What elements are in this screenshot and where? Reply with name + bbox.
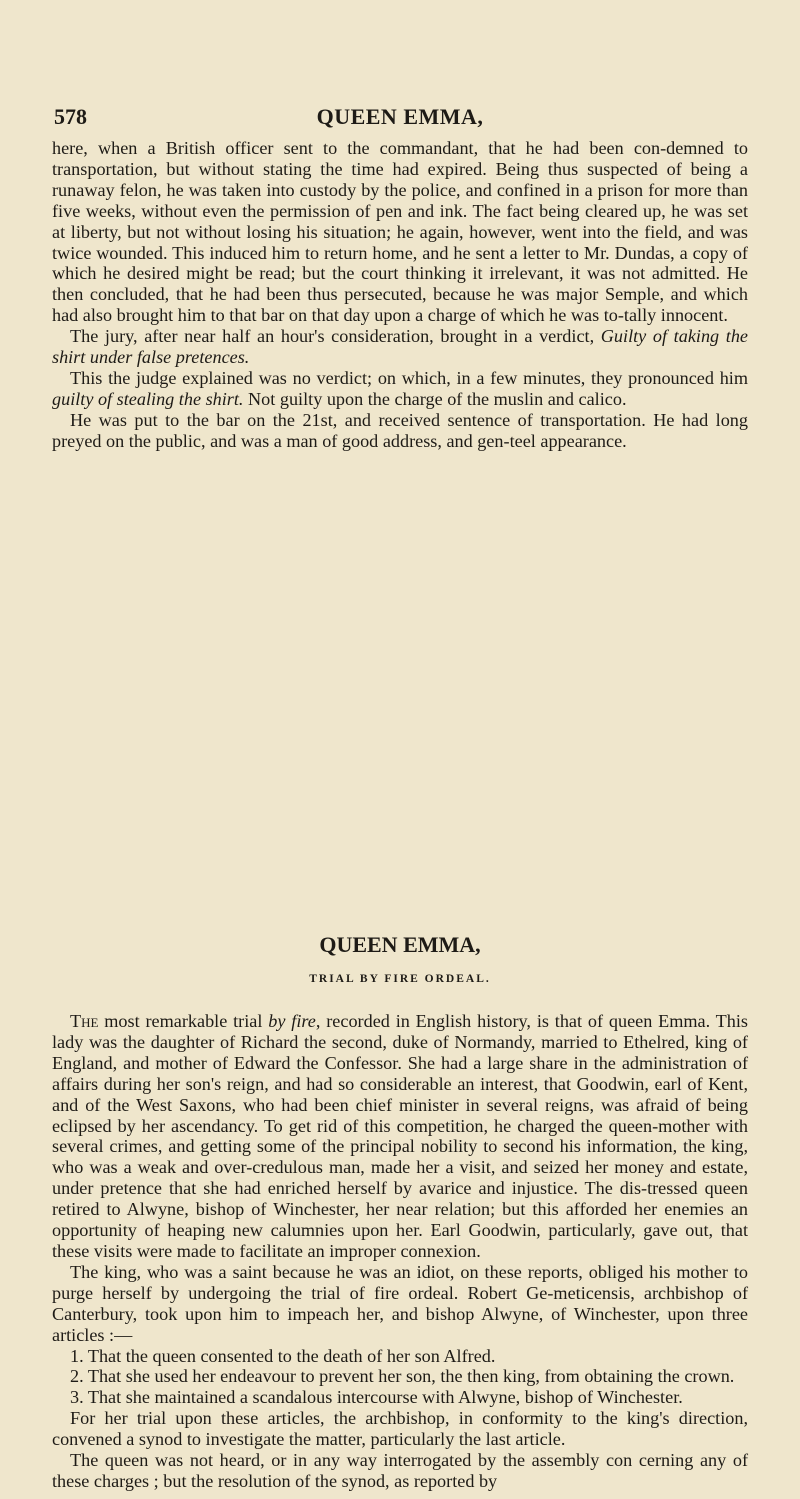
text-segment: , recorded in English history, is that of queen Emma. This lady was the daughter of Richard the second, duke of Normandy, married to Ethelred, king of England, and mother of Edward the Confessor. She had a large share in the administration of affairs during her son's reign, and had so considerable an interest, that Goodwin, earl of Kent, and of the West Saxons, who had been chief minister in several reigns, was afraid of being eclipsed by her ascendancy. To get rid of this competition, he charged the queen-mother with several crimes, and getting some of the principal nobility to second his information, the king, who was a weak and over-credulous man, made her a visit, and seized her money and estate, under pretence that she had enriched herself by avarice and injustice. The dis-tressed queen retired to Alwyne, bishop of Winchester, her near relation; but this afforded her enemies an opportunity of heaping new calumnies upon her. Earl Goodwin, particularly, gave out, that these visits were made to facilitate an improper connexion. [52, 1011, 749, 1261]
text-segment: Not guilty upon the charge of the muslin and calico. [243, 388, 627, 409]
paragraph [52, 326, 748, 368]
paragraph [52, 1450, 748, 1492]
paragraph [52, 138, 748, 326]
text-segment: The queen was not heard, or in any way interrogated by the assembly con cerning any of these charges ; but the resolution of the synod, as reported by [52, 1450, 748, 1491]
section-title: QUEEN EMMA, [319, 932, 481, 957]
text-segment: This the judge explained was no verdict; on which, in a few minutes, they pronounced him [70, 367, 748, 388]
article-item [52, 1366, 748, 1387]
verdict-italic: guilty of stealing the shirt. [52, 388, 244, 409]
paragraph [52, 1011, 748, 1262]
page-header [0, 104, 800, 134]
text-segment: The king, who was a saint because he was an idiot, on these reports, obliged his mother to purge herself by undergoing the trial of fire ordeal. Robert Ge-meticensis, archbishop of Canterbury, took upon him to impeach her, and bishop Alwyne, of Winchester, upon three articles :— [52, 1261, 748, 1345]
opening-word: The [70, 1011, 99, 1031]
text-segment: 3. That she maintained a scandalous intercourse with Alwyne, bishop of Winchester. [70, 1387, 683, 1408]
article-item [52, 1346, 748, 1367]
emphasis-italic: by fire [268, 1011, 316, 1031]
running-title: QUEEN EMMA, [316, 104, 484, 129]
paragraph [52, 1408, 748, 1450]
text-segment: For her trial upon these articles, the archbishop, in conformity to the king's direction, convened a synod to investigate the matter, particularly the last article. [52, 1408, 748, 1450]
article-item [52, 1387, 748, 1408]
text-segment: He was put to the bar on the 21st, and received sentence of transportation. He had long preyed on the public, and was a man of good address, and gen-teel appearance. [52, 409, 748, 451]
paragraph [52, 1262, 748, 1346]
paragraph [52, 410, 748, 452]
text-segment: here, when a British officer sent to the commandant, that he had been con-demned to transportation, but without stating the time had expired. Being thus suspected of being a runaway felon, he was taken into custody by the police, and confined in a prison for more than five weeks, without even the permission of pen and ink. The fact being cleared up, he was set at liberty, but not without losing his situation; he again, however, went into the field, and was twice wounded. This induced him to return home, and he sent a letter to Mr. Dundas, a copy of which he desired might be read; but the court thinking it irrelevant, it was not admitted. He then concluded, that he had been thus persecuted, because he was major Semple, and which had also brought him to that bar on that day upon a charge of which he was to-tally innocent. [52, 138, 748, 326]
text-segment: 2. That she used her endeavour to prevent her son, the then king, from obtaining the crown. [70, 1366, 735, 1387]
section-body-text [52, 1011, 748, 1492]
text-segment: The jury, after near half an hour's consideration, brought in a verdict, [70, 326, 601, 347]
text-segment: most remarkable trial [98, 1011, 269, 1031]
page-number: 578 [54, 104, 87, 129]
verdict-italic: Guilty of taking the shirt under false pretences. [52, 326, 748, 368]
paragraph [52, 368, 748, 410]
continued-article-text [52, 138, 748, 452]
section-subtitle: TRIAL BY FIRE ORDEAL. [309, 973, 491, 985]
text-segment: 1. That the queen consented to the death of her son Alfred. [70, 1345, 496, 1366]
